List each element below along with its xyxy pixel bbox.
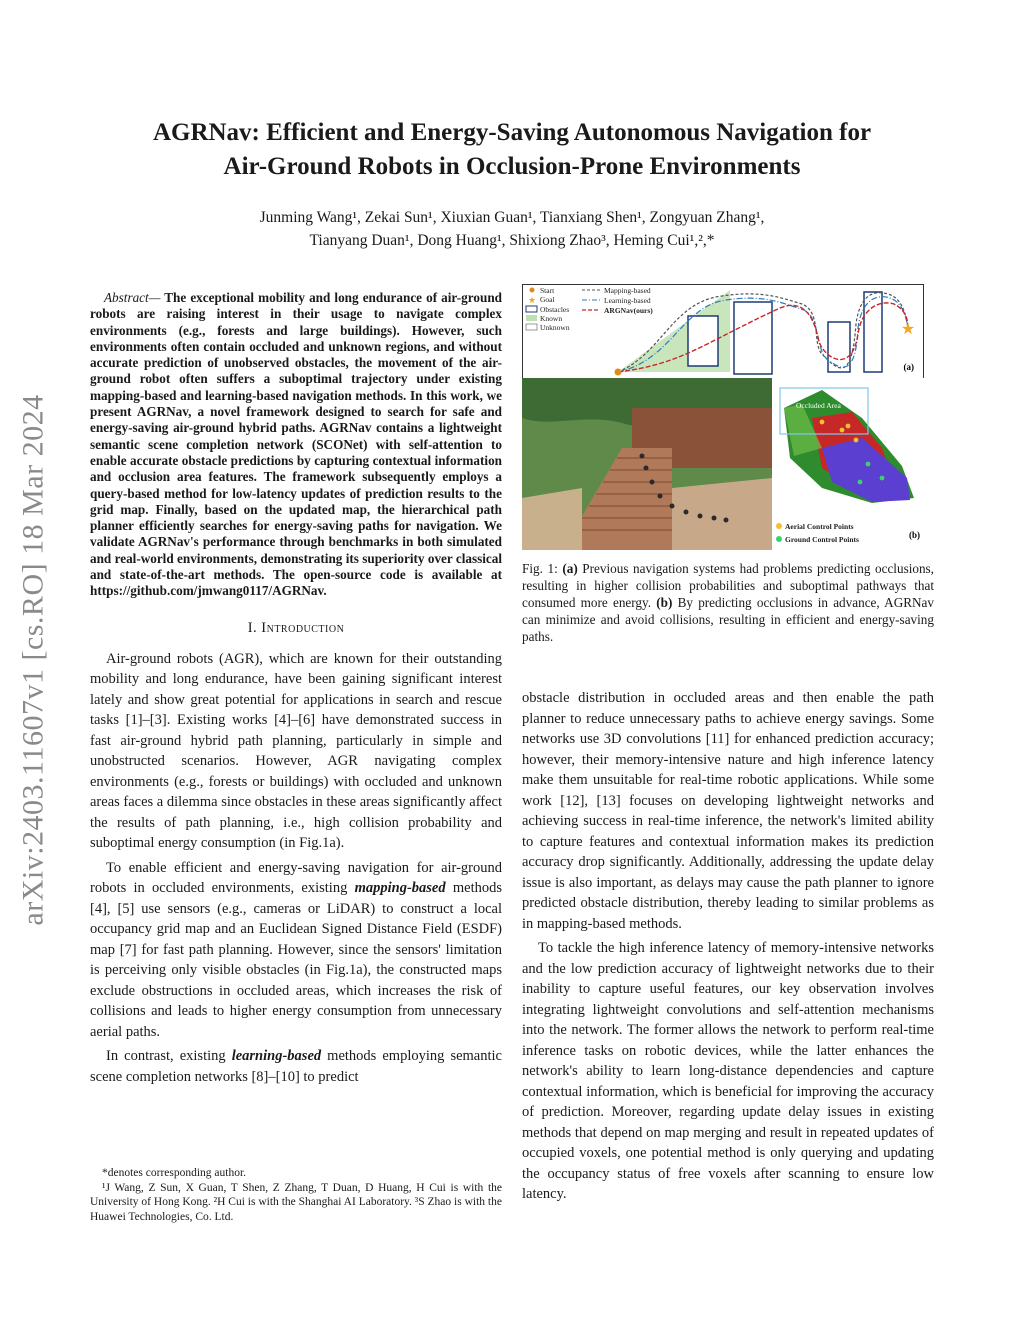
footnotes — [90, 1166, 502, 1224]
legend-known-swatch — [526, 315, 537, 321]
figure-1a-label: (a) — [903, 362, 914, 372]
intro-p3-text-a: In contrast, existing — [106, 1048, 232, 1065]
abstract — [90, 290, 502, 600]
title-line-1: AGRNav: Efficient and Energy-Saving Autonomous Navigation for — [152, 119, 872, 146]
caption-prefix: Fig. 1: — [522, 561, 563, 576]
footnote-corresponding: *denotes corresponding author. — [102, 1167, 247, 1179]
legend-start: Start — [540, 286, 555, 295]
legend-obstacles: Obstacles — [540, 305, 570, 314]
intro-paragraph-3 — [90, 1046, 502, 1087]
intro-paragraph-1: Air-ground robots (AGR), which are known for their outstanding mobility and long endurance, have been gaining significant interest lately and show great potential for applications in search and rescue tasks [1]–[3]. Existing works [4]–[6] have demonstrated success in fast air-ground hybrid path planning, particularly in simple and unobstructed scenarios. However, AGR navigating complex environments (e.g., forests or buildings) with occluded and unknown areas faces a dilemma since obstacles in these areas significantly affect the results of path planning, i.e., high collision probability and suboptimal energy consumption (in Fig.1a). — [90, 650, 502, 852]
obstacle-2 — [734, 302, 772, 374]
authors-line-1: Junming Wang¹, Zekai Sun¹, Xiuxian Guan¹, Tianxiang Shen¹, Zongyuan Zhang¹, — [259, 209, 765, 226]
intro-paragraph-2 — [90, 858, 502, 1043]
paper-title — [100, 116, 924, 184]
goal-star-icon: ★ — [900, 319, 916, 338]
figure-1b-label: (b) — [909, 530, 920, 540]
right-paragraph-2: To tackle the high inference latency of memory-intensive networks and the low prediction accuracy of lightweight networks due to their inability to capture useful features, our key observation involves integrating lightweight convolutions and self-attention mechanisms into the network. The former allows the network to perform real-time inference tasks on robotic devices, while the latter enhances the network's ability to learn long-distance dependencies and capture contextual information, which is beneficial for improving the accuracy of prediction. Moreover, regarding update delay issues in existing methods that depend on map merging and result in repeated updates of occupied voxels, one potential method is only querying and updating the occupancy status of free voxels after scanning to ensure low latency. — [522, 940, 934, 1202]
arxiv-side-identifier — [12, 340, 56, 980]
figure-1b-scene — [522, 378, 924, 550]
legend-ours: ARGNav(ours) — [604, 306, 653, 315]
mapping-based-emphasis: mapping-based — [354, 880, 446, 897]
title-line-2: Air-Ground Robots in Occlusion-Prone Environments — [223, 153, 801, 180]
left-column — [90, 290, 502, 1091]
legend-aerial: Aerial Control Points — [785, 522, 854, 531]
intro-p2-text-a: To enable efficient and energy-saving navigation for air-ground robots in occluded environments, existing — [90, 859, 502, 897]
legend-aerial-dot — [776, 523, 782, 529]
obstacle-3 — [828, 322, 850, 372]
intro-p3-text-b: methods employing semantic scene completion networks [8]–[10] to predict — [90, 1048, 502, 1085]
legend-start-marker — [530, 288, 535, 293]
authors-line-2: Tianyang Duan¹, Dong Huang¹, Shixiong Zhao³, Heming Cui¹,²,* — [309, 232, 715, 249]
caption-text-2: By predicting occlusions in advance, AGRNav can minimize and avoid collisions, resulting in efficient and energy-saving paths. — [522, 595, 934, 644]
legend-unknown: Unknown — [540, 323, 570, 332]
real-world-photo — [522, 378, 772, 550]
legend-ground: Ground Control Points — [785, 535, 859, 544]
footnote-affiliations: ¹J Wang, Z Sun, X Guan, T Shen, Z Zhang, T Duan, D Huang, H Cui is with the University of Hong Kong. ²H Cui is with the Shanghai AI Laboratory. ³S Zhao is with the Huawei Technologies, Co. Ltd. — [90, 1181, 502, 1223]
legend-mapping: Mapping-based — [604, 286, 651, 295]
caption-b: (b) — [656, 595, 673, 610]
right-column-body — [522, 688, 934, 1209]
figure-1-caption-block — [522, 560, 934, 645]
figure-1-caption — [522, 560, 934, 645]
caption-text-1: Previous navigation systems had problems predicting occlusions, resulting in higher collision probabilities and suboptimal pathways that consumed more energy. — [522, 561, 934, 610]
start-point — [615, 369, 622, 376]
abstract-lead: Abstract— — [104, 290, 161, 305]
legend-ground-dot — [776, 536, 782, 542]
right-paragraph-1: obstacle distribution in occluded areas and then enable the path planner to reduce unnecessary paths to achieve energy savings. Some networks use 3D convolutions [11] for enhanced prediction accuracy; however, their memory-intensive nature and high inference latency make them unsuitable for real-time robotic applications. While some work [12], [13] focuses on developing lightweight networks and achieving success in real-time inference, the network's limited ability to capture features and contextual information makes its prediction accuracy drop significantly. Additionally, addressing the update delay issue is also important, as delays may cause the path planner to ignore predicted obstacle distribution, thereby leading to similar problems as in mapping-based methods. — [522, 690, 934, 932]
learning-based-emphasis: learning-based — [231, 1048, 322, 1065]
occluded-area-label: Occluded Area — [796, 401, 841, 410]
legend-learning: Learning-based — [604, 296, 651, 305]
section-heading-introduction: I. Introduction — [247, 619, 345, 636]
legend-known: Known — [540, 314, 563, 323]
legend-obstacles-swatch — [526, 306, 537, 312]
abstract-text: The exceptional mobility and long endurance of air-ground robots are raising interest in their usage to navigate complex environments (e.g., forests and large buildings). However, such environments often contain occluded and unknown regions, and without accurate prediction of unobserved obstacles, the movement of the air-ground robot often suffers a suboptimal trajectory under existing mapping-based and learning-based navigation methods. In this work, we present AGRNav, a novel framework designed to search for safe and energy-saving air-ground hybrid paths. AGRNav contains a lightweight semantic scene completion network (SCONet) with self-attention to enable accurate obstacle predictions by capturing contextual information and occlusion area features. The framework subsequently employs a query-based method for low-latency updates of prediction results to the grid map. Finally, based on the updated map, the hierarchical path planner efficiently searches for energy-saving paths for navigation. We validate AGRNav's performance through benchmarks in both simulated and real-world environments, demonstrating its superiority over classical and state-of-the-art methods. The open-source code is available at https://github.com/jmwang0117/AGRNav. — [90, 290, 502, 599]
author-list — [100, 206, 924, 252]
caption-a: (a) — [562, 561, 578, 576]
arxiv-id-text: arXiv:2403.11607v1 [cs.RO] 18 Mar 2024 — [17, 394, 50, 926]
figure-1a-schematic — [522, 284, 924, 380]
legend-unknown-swatch — [526, 324, 537, 330]
legend-goal: Goal — [540, 295, 555, 304]
intro-p2-text-b: methods [4], [5] use sensors (e.g., cameras or LiDAR) to construct a local occupancy grid map and an Euclidean Signed Distance Field (ESDF) map [7] for fast path planning. However, since the sensors' limitation is perceiving only visible obstacles (in Fig.1a), the constructed maps exclude obstructions in occluded areas, which increases the risk of collisions and leads to higher energy consumption from unnecessary aerial paths. — [90, 880, 502, 1040]
legend-goal-star-icon: ★ — [528, 296, 537, 306]
